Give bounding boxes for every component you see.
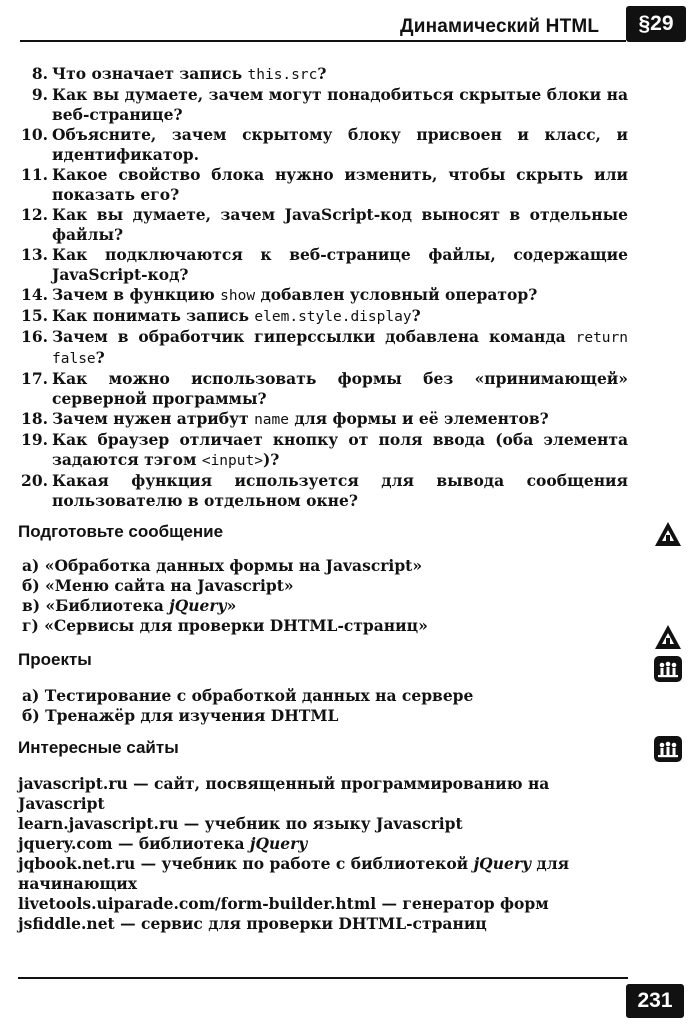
inline-code: return false xyxy=(52,330,628,367)
site-entry xyxy=(18,774,630,814)
report-topic-item xyxy=(22,596,428,616)
question-text-part: добавлен условный оператор? xyxy=(255,285,538,304)
advanced-task-icon xyxy=(654,624,682,650)
question-number: 13. xyxy=(21,245,48,264)
question-item xyxy=(18,85,628,125)
report-topics-list xyxy=(22,556,428,636)
question-text xyxy=(52,205,628,245)
question-text-part: Как понимать запись xyxy=(52,306,255,325)
question-text-part: Что означает запись xyxy=(52,64,248,83)
site-domain-link: learn.javascript.ru xyxy=(18,814,179,833)
question-number: 20. xyxy=(21,471,48,490)
header-rule xyxy=(20,40,626,42)
question-number: 16. xyxy=(21,327,48,346)
question-text xyxy=(52,327,628,369)
section-number-badge: §29 xyxy=(626,6,686,42)
site-domain-link: javascript.ru xyxy=(18,774,128,793)
site-entry xyxy=(18,814,630,834)
site-description: для начинающих xyxy=(18,854,570,893)
question-text-part: ? xyxy=(411,306,421,325)
report-topic-text: в) «Библиотека xyxy=(22,596,170,615)
question-item xyxy=(18,245,628,285)
report-topic-text: г) «Сервисы для проверки DHTML-страниц» xyxy=(22,616,428,635)
report-heading: Подготовьте сообщение xyxy=(18,522,224,541)
question-number: 14. xyxy=(21,285,48,304)
question-number: 18. xyxy=(21,409,48,428)
site-description: генератор форм xyxy=(402,894,549,913)
question-item xyxy=(18,306,628,327)
question-number: 9. xyxy=(31,85,48,104)
question-text xyxy=(52,245,628,285)
site-description: библиотека xyxy=(138,834,250,853)
question-text xyxy=(52,125,628,165)
sites-list xyxy=(18,774,630,934)
site-separator: — xyxy=(135,854,162,873)
question-number: 10. xyxy=(21,125,48,144)
question-text xyxy=(52,64,628,85)
site-description: сервис для проверки DHTML-страниц xyxy=(141,914,487,933)
question-number: 15. xyxy=(21,306,48,325)
site-description: сайт, посвященный программированию на Javascript xyxy=(18,774,550,813)
report-topic-item xyxy=(22,616,428,636)
question-text-part: Как подключаются к веб-странице файлы, содержащие JavaScript-код? xyxy=(52,245,628,284)
question-item xyxy=(18,471,628,511)
site-description-emphasis: jQuery xyxy=(473,854,531,873)
question-text-part: Какая функция используется для вывода сообщения пользователю в отдельном окне? xyxy=(52,471,628,510)
question-item xyxy=(18,327,628,369)
question-text xyxy=(52,165,628,205)
site-entry xyxy=(18,894,630,914)
inline-code: <input> xyxy=(201,453,263,469)
question-text-part: ? xyxy=(317,64,327,83)
question-text-part: Зачем в функцию xyxy=(52,285,221,304)
group-work-icon xyxy=(654,656,682,682)
site-domain-link: jqbook.net.ru xyxy=(18,854,136,873)
report-topic-text: б) «Меню сайта на Javascript» xyxy=(22,576,294,595)
question-item xyxy=(18,430,628,471)
question-text-part: Как вы думаете, зачем JavaScript-код выносят в отдельные файлы? xyxy=(52,205,628,244)
question-text-part: Зачем в обработчик гиперссылки добавлена команда xyxy=(52,327,576,346)
question-text-part: Какое свойство блока нужно изменить, чтобы скрыть или показать его? xyxy=(52,165,628,204)
question-number: 12. xyxy=(21,205,48,224)
advanced-task-icon xyxy=(654,521,682,547)
site-separator: — xyxy=(127,774,155,793)
question-text xyxy=(52,306,628,327)
report-topic-text: а) «Обработка данных формы на Javascript» xyxy=(22,556,423,575)
question-number: 19. xyxy=(21,430,48,449)
report-topic-item xyxy=(22,576,428,596)
projects-heading: Проекты xyxy=(18,650,92,669)
site-domain-link: jsfiddle.net xyxy=(18,914,115,933)
site-description: учебник по языку Javascript xyxy=(204,814,463,833)
site-separator: — xyxy=(114,914,142,933)
site-entry xyxy=(18,834,630,854)
site-domain-link: jquery.com xyxy=(18,834,113,853)
question-item xyxy=(18,409,628,430)
question-item xyxy=(18,205,628,245)
site-separator: — xyxy=(112,834,139,853)
sites-heading: Интересные сайты xyxy=(18,738,179,757)
question-item xyxy=(18,369,628,409)
question-item xyxy=(18,64,628,85)
running-header-title: Динамический HTML xyxy=(400,16,600,37)
site-domain-link: livetools.uiparade.com/form-builder.html xyxy=(18,894,377,913)
inline-code: elem.style.display xyxy=(254,309,412,325)
report-topic-text: » xyxy=(226,596,237,615)
site-description: учебник по работе с библиотекой xyxy=(161,854,474,873)
question-text-part: )? xyxy=(262,450,280,469)
inline-code: name xyxy=(254,412,289,428)
site-entry xyxy=(18,914,630,934)
site-description-emphasis: jQuery xyxy=(249,834,308,853)
question-item xyxy=(18,285,628,306)
question-item xyxy=(18,165,628,205)
question-text xyxy=(52,85,628,125)
question-text xyxy=(52,369,628,409)
question-text xyxy=(52,471,628,511)
question-text xyxy=(52,430,628,471)
question-text-part: ? xyxy=(95,348,105,367)
inline-code: show xyxy=(220,288,256,304)
project-item: а) Тестирование с обработкой данных на сервере xyxy=(22,686,474,705)
report-topic-emphasis: jQuery xyxy=(169,596,227,615)
footer-rule xyxy=(18,977,628,979)
site-separator: — xyxy=(376,894,403,913)
question-text-part: Объясните, зачем скрытому блоку присвоен и класс, и идентификатор. xyxy=(52,125,628,164)
site-entry xyxy=(18,854,630,894)
project-item: б) Тренажёр для изучения DHTML xyxy=(22,706,339,725)
projects-list xyxy=(22,686,473,726)
question-number: 8. xyxy=(31,64,48,83)
question-number: 11. xyxy=(21,165,48,184)
question-text xyxy=(52,409,628,430)
question-number: 17. xyxy=(21,369,48,388)
question-text-part: Зачем нужен атрибут xyxy=(52,409,255,428)
report-topic-item xyxy=(22,556,428,576)
question-text-part: Как можно использовать формы без «принимающей» серверной программы? xyxy=(52,369,628,408)
question-text-part: Как вы думаете, зачем могут понадобиться скрытые блоки на веб-страницe? xyxy=(52,85,628,124)
inline-code: this.src xyxy=(247,67,318,83)
group-work-icon xyxy=(654,736,682,762)
page-number: 231 xyxy=(626,984,684,1018)
question-text-part: Как браузер отличает кнопку от поля ввода (оба элемента задаются тэгом xyxy=(52,430,628,469)
site-separator: — xyxy=(178,814,205,833)
review-questions-list xyxy=(18,64,628,511)
question-text xyxy=(52,285,628,306)
question-item xyxy=(18,125,628,165)
question-text-part: для формы и её элементов? xyxy=(288,409,549,428)
